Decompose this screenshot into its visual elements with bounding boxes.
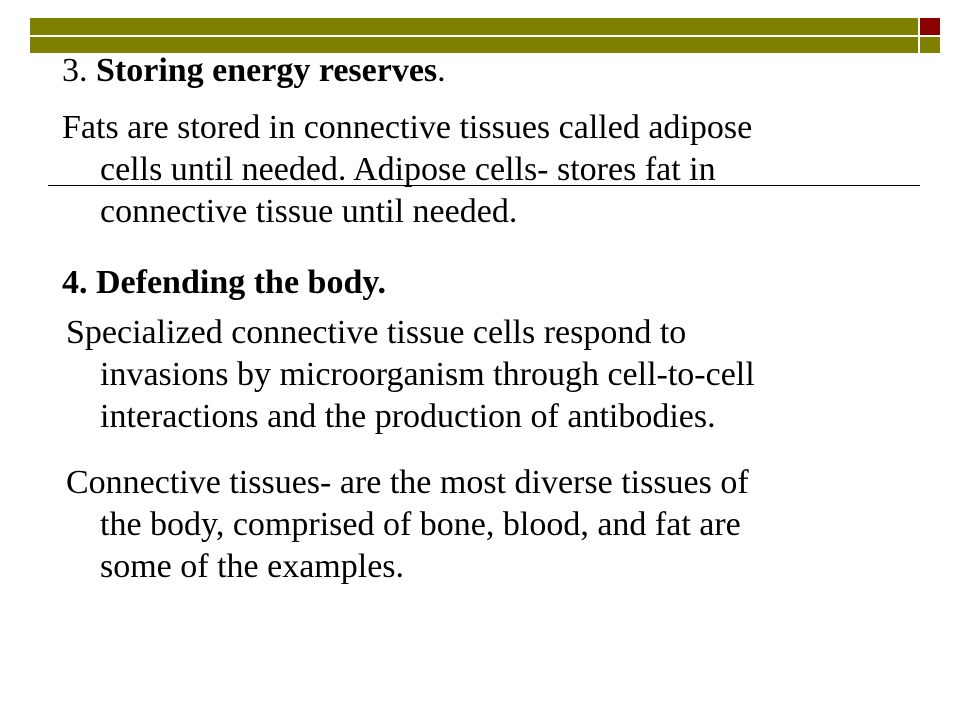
band-square-lower	[920, 37, 940, 53]
section-3-period: .	[437, 52, 446, 89]
paragraph-adipose	[62, 107, 752, 233]
band-marker-square	[920, 18, 940, 35]
paragraph-summary-line-1: Connective tissues- are the most diverse tissues of	[66, 464, 749, 501]
band-strip-top	[30, 18, 918, 35]
section-3-number: 3.	[62, 52, 96, 89]
section-4-heading: 4. Defending the body.	[62, 264, 386, 301]
section-3-title: Storing energy reserves	[96, 52, 438, 89]
paragraph-defense-line-3: interactions and the production of antibodies.	[100, 398, 716, 435]
paragraph-defense-line-1: Specialized connective tissue cells respond to	[66, 314, 687, 351]
paragraph-defense-line-2: invasions by microorganism through cell-to-cell	[100, 356, 755, 393]
paragraph-adipose-line-2: cells until needed. Adipose cells- stores fat in	[100, 151, 716, 188]
paragraph-summary-line-3: some of the examples.	[100, 548, 405, 585]
section-3-heading	[62, 50, 446, 92]
paragraph-adipose-line-1: Fats are stored in connective tissues called adipose	[62, 109, 753, 146]
paragraph-adipose-line-3: connective tissue until needed.	[100, 193, 518, 230]
paragraph-defense	[66, 312, 755, 438]
paragraph-summary-line-2: the body, comprised of bone, blood, and fat are	[100, 506, 741, 543]
paragraph-connective-summary	[66, 462, 749, 588]
